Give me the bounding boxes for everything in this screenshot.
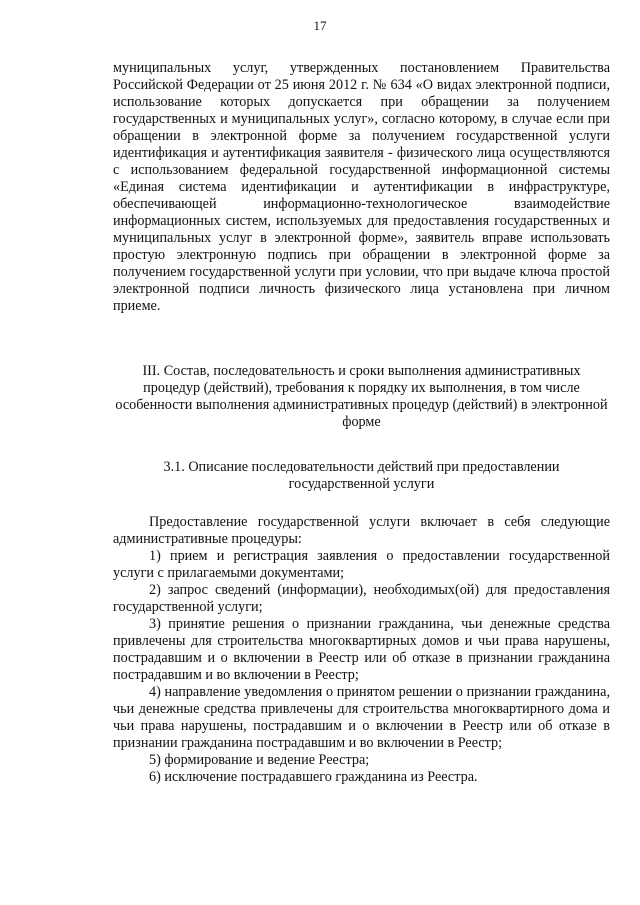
procedure-item: 4) направление уведомления о принятом решении о признании гражданина, чьи денежные средства привлечены для строительства многоквартирного дома и чьи права нарушены, пострадавшим и о включении в Реестр или об отказе в признании гражданина пострадавшим и во включении в Реестр;	[113, 684, 610, 751]
section-heading: III. Состав, последовательность и сроки выполнения административных процедур (действий), требования к порядку их выполнения, в том числе особенности выполнения административных процедур (действий) в электронной форме	[115, 363, 608, 430]
procedure-item: 3) принятие решения о признании гражданина, чьи денежные средства привлечены для строительства многоквартирных домов и чьи права нарушены, пострадавшим и о включении в Реестр или об отказе в признании гражданина пострадавшим и во включении в Реестр;	[113, 616, 610, 683]
procedures-intro: Предоставление государственной услуги включает в себя следующие административные процедуры:	[113, 514, 610, 547]
procedures-block	[113, 514, 610, 786]
intro-paragraph: муниципальных услуг, утвержденных постановлением Правительства Российской Федерации от 25 июня 2012 г. № 634 «О видах электронной подписи, использование которых допускается при обращении за получением государственных и муниципальных услуг», согласно которому, в случае если при обращении в электронной форме за получением государственной услуги идентификация и аутентификация заявителя - физического лица осуществляются с использованием федеральной государственной информационной системы «Единая система идентификации и аутентификации в инфраструктуре, обеспечивающей информационно-технологическое взаимодействие информационных систем, используемых для предоставления государственных и муниципальных услуг в электронной форме», заявитель вправе использовать простую электронную подпись при обращении в электронной форме за получением государственной услуги при условии, что при выдаче ключа простой электронной подписи личность физического лица установлена при личном приеме.	[113, 60, 610, 314]
procedure-item: 5) формирование и ведение Реестра;	[149, 752, 370, 768]
procedure-item: 2) запрос сведений (информации), необходимых(ой) для предоставления государственной услуги;	[113, 582, 610, 615]
intro-text-block	[113, 60, 610, 315]
procedure-item: 6) исключение пострадавшего гражданина из Реестра.	[149, 769, 478, 785]
subsection-heading: 3.1. Описание последовательности действий при предоставлении государственной услуги	[163, 459, 560, 492]
procedure-item: 1) прием и регистрация заявления о предоставлении государственной услуги с прилагаемыми документами;	[113, 548, 610, 581]
page-number: 17	[313, 18, 327, 33]
